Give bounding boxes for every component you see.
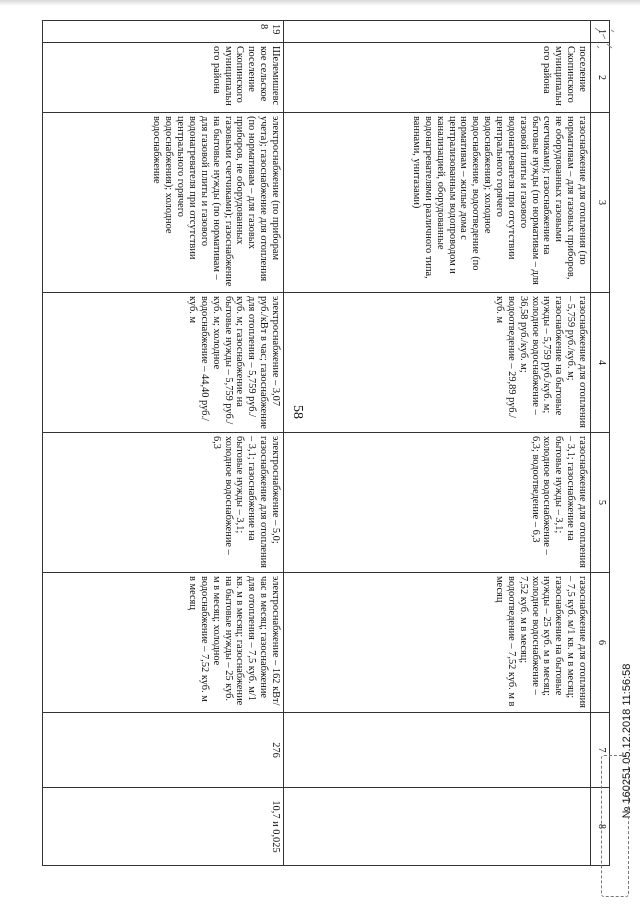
row-number-cell: 198 [43, 21, 284, 43]
index-cell: электроснабжение – 5,0; газоснабжение для отопления – 3,1; газоснабжение на бытовые нужды – 3,1; холодное водоснабжение – 6,3 [43, 433, 284, 573]
scan-edge [0, 0, 640, 6]
header-cell: 2 [591, 43, 610, 113]
index-cell: газоснабжение для отопления – 3,1; газоснабжение на бытовые нужды – 3,1; холодное водоснабжение – 6,3; водоотведение – 6,3 [284, 433, 591, 573]
tariff-cell: электроснабжение – 3,07 руб./кВт в час; газоснабжение для отопления – 5,759 руб./куб. м; газоснабжение на бытовые нужды – 5,759 руб./куб. м; холодное водоснабжение – 44,40 руб./куб. м [43, 293, 284, 433]
header-cell: 3 [591, 113, 610, 293]
header-cell: 6 [591, 573, 610, 713]
services-cell: газоснабжение для отопления (по нормативам – для газовых приборов, не оборудованных газовыми счетчиками); газоснабжение на бытовые нужды (по нормативам – для газовой плиты и газового водонагревателя при отсутствии центрального горячего водоснабжения); холодное водоснабжение, водоотведение (по нормативам – жилые дома с централизованным водопроводом и канализацией, оборудованные водонагревателями различного типа, ваннами, унитазами) [284, 113, 591, 293]
norm-cell: электроснабжение – 162 кВт/час в месяц; газоснабжение для отопления – 7,5 куб. м/1 кв. м в месяц; газоснабжение на бытовые нужды – 25 куб. м в месяц; холодное водоснабжение – 7,52 куб. м в месяц [43, 573, 284, 713]
norm-cell: газоснабжение для отопления – 7,5 куб. м/1 кв. м в месяц; газоснабжение на бытовые нужды – 25 куб. м в месяц; холодное водоснабжение – 7,52 куб. м в месяц; водоотведение – 7,52 куб. м в месяц [284, 573, 591, 713]
scan-mark-icon [585, 20, 625, 60]
settlement-cell: поселение Скопинского муниципального района [284, 43, 591, 113]
header-cell: 8 [591, 788, 610, 866]
table-row [43, 21, 284, 866]
header-cell: 4 [591, 293, 610, 433]
header-cell: 1 [591, 21, 610, 43]
stamp-text: № 160251 05.12.2018 11:56:58 [621, 663, 633, 819]
page-number: 58 [290, 405, 305, 419]
rotated-table-wrapper [25, 20, 610, 865]
services-cell: электроснабжение (по приборам учета); газоснабжение для отопления (по нормативам – для газовых приборов, не оборудованных газовыми счетчиками); газоснабжение на бытовые нужды (по нормативам – для газовой плиты и газового водонагревателя при отсутствии центрального горячего водоснабжения); холодное водоснабжение [43, 113, 284, 293]
barcode-seal [601, 755, 629, 897]
row-number-cell [284, 21, 591, 43]
settlement-cell: Шелемишевское сельское поселение Скопинского муниципального района [43, 43, 284, 113]
col7-cell: 276 [43, 713, 284, 788]
col8-cell [284, 788, 591, 866]
table-row [284, 21, 591, 866]
col8-cell: 10,7 и 0,025 [43, 788, 284, 866]
tariff-table [42, 20, 610, 866]
header-cell: 7 [591, 713, 610, 788]
tariff-cell: газоснабжение для отопления – 5,759 руб./куб. м; газоснабжение на бытовые нужды – 5,759 руб./куб. м; холодное водоснабжение – 36,58 руб./куб. м; водоотведение – 29,89 руб./куб. м [284, 293, 591, 433]
header-cell: 5 [591, 433, 610, 573]
col7-cell [284, 713, 591, 788]
